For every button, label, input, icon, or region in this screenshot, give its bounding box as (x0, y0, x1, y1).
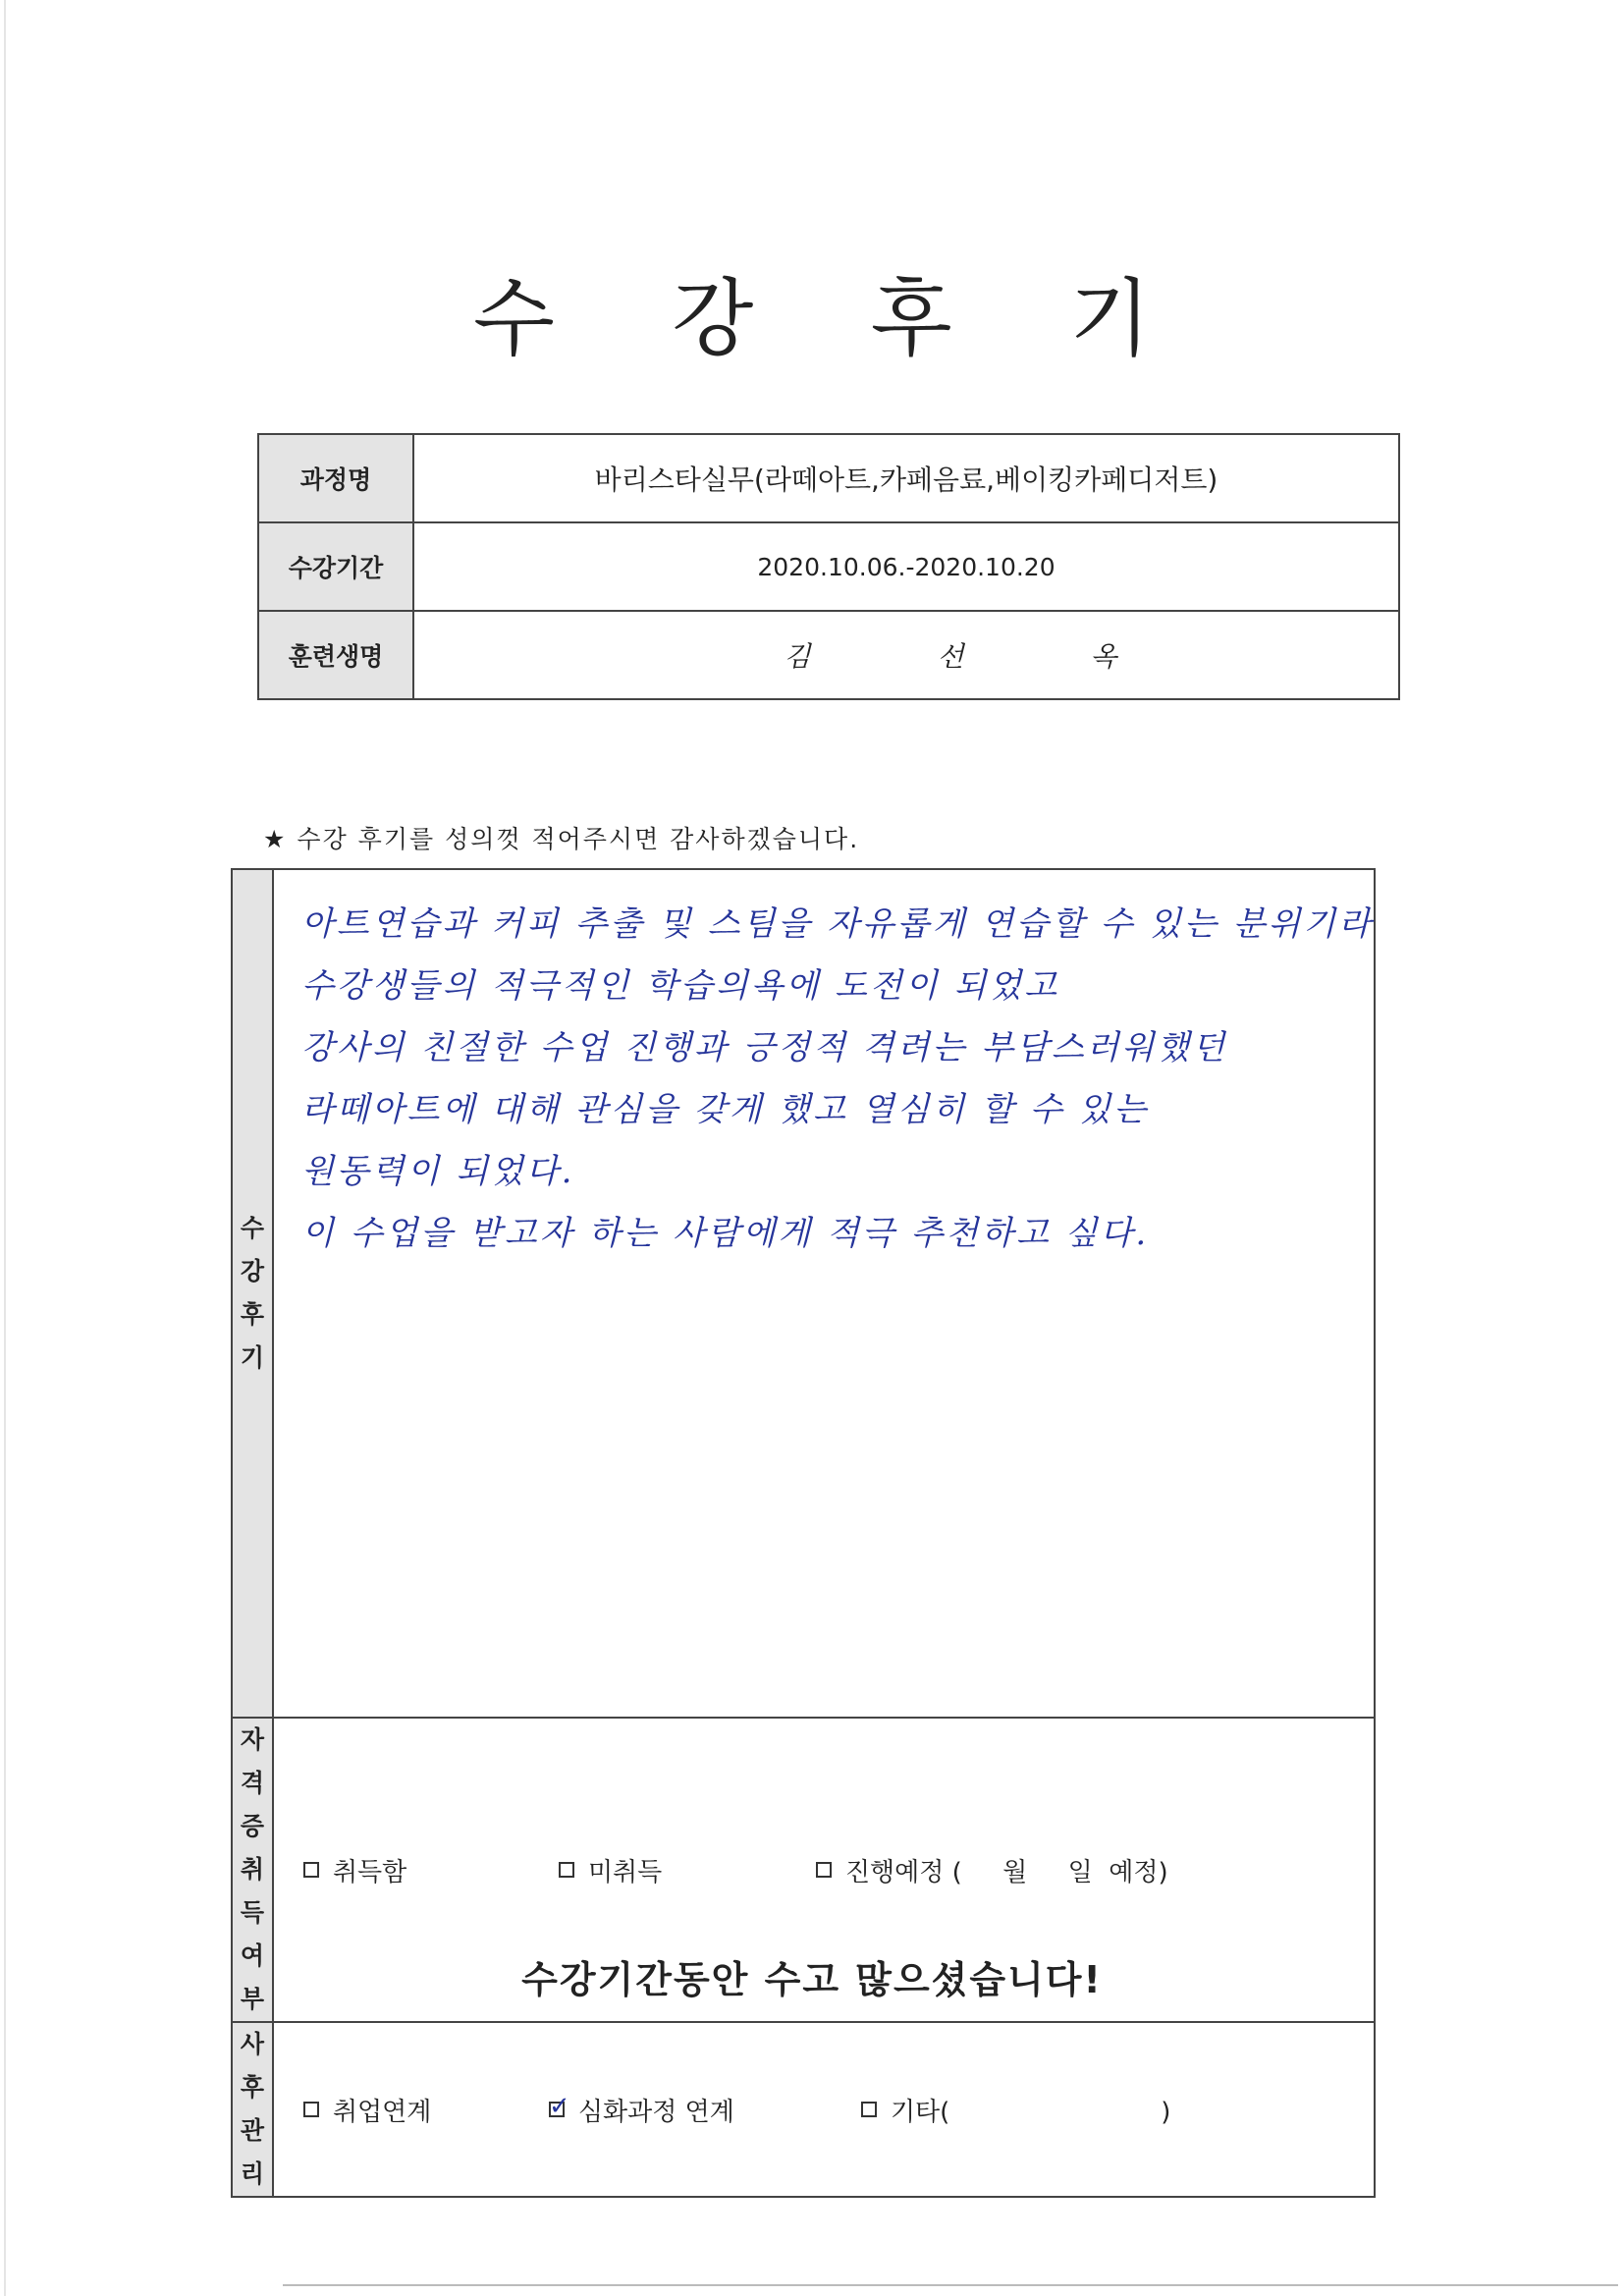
checkbox-icon[interactable] (559, 1862, 574, 1878)
review-line: 원동력이 되었다. (300, 1152, 575, 1191)
review-row (232, 869, 1375, 1718)
checkbox-icon[interactable] (861, 2102, 877, 2117)
scan-edge-line (283, 2284, 1618, 2286)
checkbox-checked-icon[interactable] (548, 2092, 570, 2121)
course-value: 바리스타실무(라떼아트,카페음료,베이킹카페디저트) (413, 434, 1399, 522)
followup-options (273, 2022, 1375, 2197)
followup-option-other[interactable]: 기타( ) (861, 2092, 1170, 2128)
followup-option-advanced-course[interactable]: ✓ 심화과정 연계 (548, 2092, 734, 2127)
trainee-name-handwritten: 김 선 옥 (413, 611, 1399, 699)
certificate-label-line1: 자격증 (240, 1725, 265, 1840)
trainee-row (258, 611, 1399, 699)
checkbox-icon[interactable] (303, 2102, 319, 2117)
trainee-label: 훈련생명 (258, 611, 413, 699)
course-row (258, 434, 1399, 522)
checkbox-icon[interactable] (303, 1862, 319, 1878)
review-line: 아트연습과 커피 추출 및 스팀을 자유롭게 연습할 수 있는 분위기라 (300, 904, 1374, 944)
period-value: 2020.10.06.-2020.10.20 (413, 522, 1399, 611)
review-label: 수강후기 (232, 869, 273, 1718)
review-line: 이 수업을 받고자 하는 사람에게 적극 추천하고 싶다. (300, 1214, 1150, 1253)
certificate-label-line2: 취득여부 (240, 1855, 265, 2013)
certificate-option-not-acquired[interactable]: 미취득 (559, 1852, 816, 1888)
checkbox-icon[interactable] (816, 1862, 832, 1878)
star-icon: ★ (263, 825, 288, 853)
review-line: 강사의 친절한 수업 진행과 긍정적 격려는 부담스러워했던 (300, 1028, 1228, 1067)
review-line: 수강생들의 적극적인 학습의욕에 도전이 되었고 (300, 966, 1060, 1006)
footer-message: 수강기간동안 수고 많으셨습니다! (521, 1958, 1103, 2001)
course-label: 과정명 (258, 434, 413, 522)
review-content (273, 869, 1375, 1718)
review-line: 라떼아트에 대해 관심을 갖게 했고 열심히 할 수 있는 (300, 1090, 1150, 1129)
period-label: 수강기간 (258, 522, 413, 611)
certificate-option-planned[interactable]: 진행예정 ( 월 일 예정) (816, 1852, 1168, 1888)
followup-label: 사후관리 (232, 2022, 273, 2197)
followup-row (232, 2022, 1375, 2197)
notice-message: 수강 후기를 성의껏 적어주시면 감사하겠습니다. (297, 825, 860, 853)
check-mark-icon: ✓ (548, 2092, 570, 2121)
followup-option-employment[interactable]: 취업연계 (303, 2092, 549, 2128)
period-row (258, 522, 1399, 611)
course-info-table (257, 433, 1400, 700)
review-handwriting (274, 870, 1374, 1265)
certificate-option-acquired[interactable]: 취득함 (303, 1852, 559, 1888)
page-title: 수 강 후 기 (472, 270, 1197, 368)
notice-text (263, 820, 859, 855)
